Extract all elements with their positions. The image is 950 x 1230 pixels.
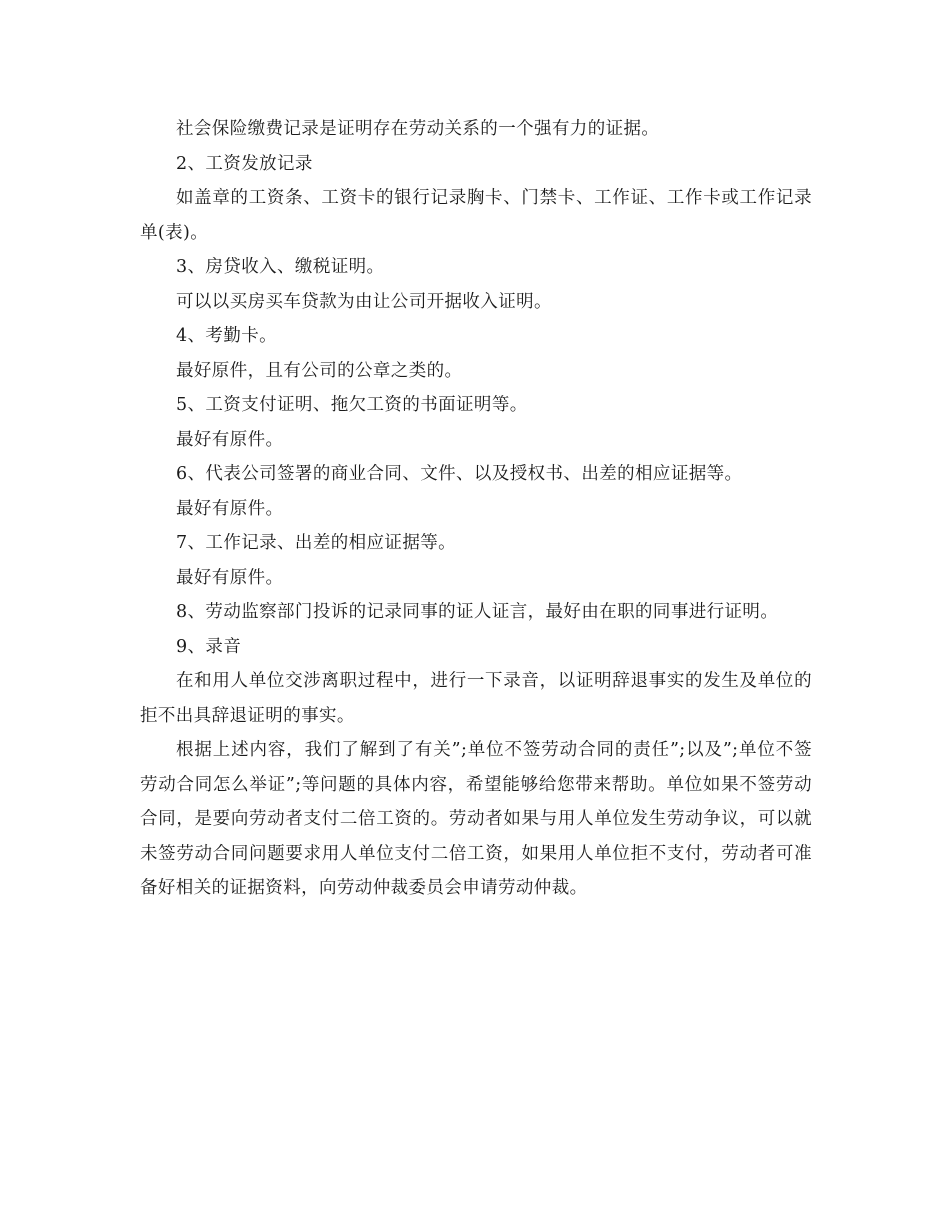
paragraph-7: 最好原件，且有公司的公章之类的。 xyxy=(176,360,463,381)
paragraph-9: 最好有原件。 xyxy=(176,429,284,450)
paragraph-4: 3、房贷收入、缴税证明。 xyxy=(176,257,385,277)
paragraph-8: 5、工资支付证明、拖欠工资的书面证明等。 xyxy=(176,395,528,415)
paragraph-11: 最好有原件。 xyxy=(176,498,284,519)
document-body xyxy=(140,112,812,906)
paragraph-16: 在和用人单位交涉离职过程中，进行一下录音，以证明辞退事实的发生及单位的拒不出具辞退证明的事实。 xyxy=(140,671,812,726)
paragraph-14: 8、劳动监察部门投诉的记录同事的证人证言，最好由在职的同事进行证明。 xyxy=(176,602,779,622)
paragraph-17: 根据上述内容，我们了解到了有关”;单位不签劳动合同的责任”;以及”;单位不签劳动合同怎么举证”;等问题的具体内容，希望能够给您带来帮助。单位如果不签劳动合同，是要向劳动者支付二倍工资的。劳动者如果与用人单位发生劳动争议，可以就未签劳动合同问题要求用人单位支付二倍工资，如果用人单位拒不支付，劳动者可准备好相关的证据资料，向劳动仲裁委员会申请劳动仲裁。 xyxy=(140,740,812,898)
paragraph-15: 9、录音 xyxy=(176,636,242,657)
paragraph-12: 7、工作记录、出差的相应证据等。 xyxy=(176,533,457,553)
paragraph-2: 2、工资发放记录 xyxy=(176,153,313,174)
paragraph-5: 可以以买房买车贷款为由让公司开据收入证明。 xyxy=(176,291,552,312)
paragraph-6: 4、考勤卡。 xyxy=(176,326,278,346)
paragraph-3: 如盖章的工资条、工资卡的银行记录胸卡、门禁卡、工作证、工作卡或工作记录单(表)。 xyxy=(140,188,812,243)
paragraph-13: 最好有原件。 xyxy=(176,567,284,588)
paragraph-10: 6、代表公司签署的商业合同、文件、以及授权书、出差的相应证据等。 xyxy=(176,464,743,484)
paragraph-1: 社会保险缴费记录是证明存在劳动关系的一个强有力的证据。 xyxy=(176,119,660,139)
